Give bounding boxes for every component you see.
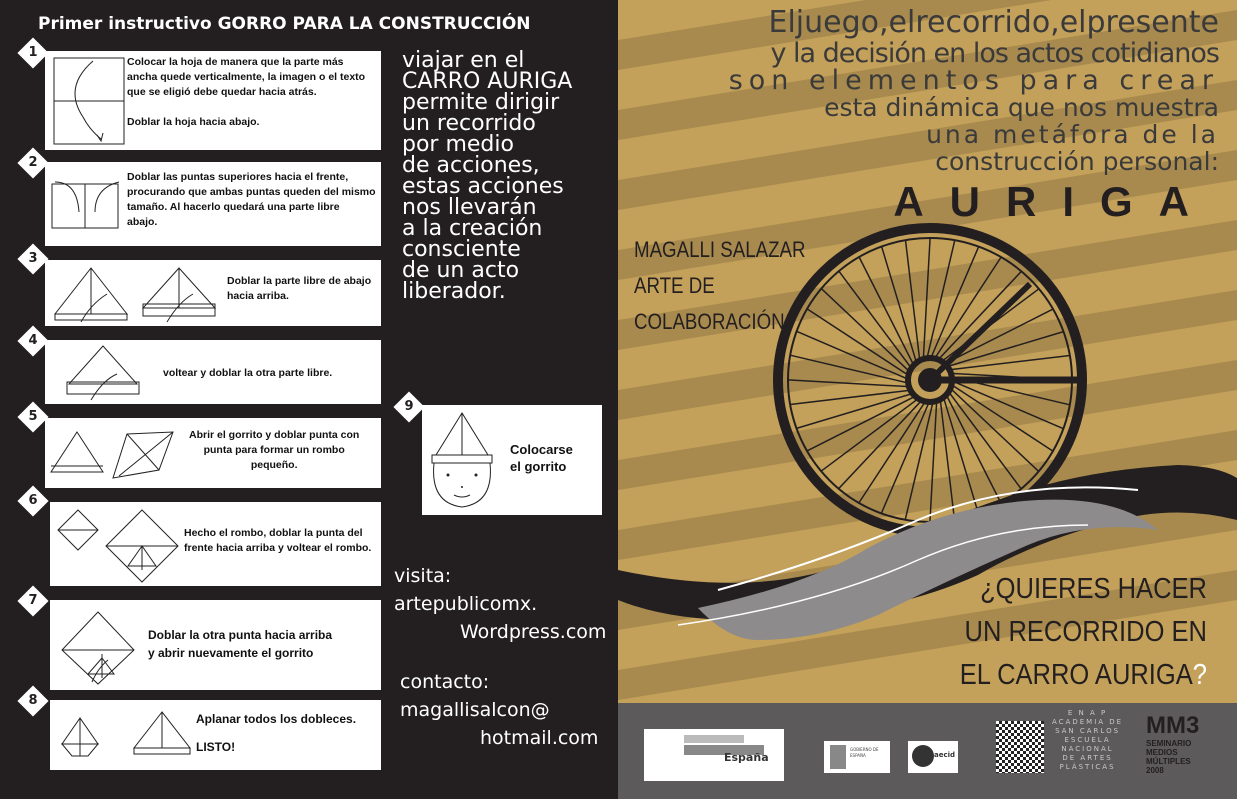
step-number-3: 3 [17,243,48,274]
aecid-logo: aecid [908,741,958,773]
step-card-9 [422,405,602,515]
qr-code-icon [996,721,1044,773]
fold-diagram-icon [58,608,138,686]
step-card-8 [50,700,381,770]
step-number-4: 4 [17,325,48,356]
website-link[interactable]: artepublicomx. [394,593,538,615]
step-card-1 [45,51,381,150]
step-number-6: 6 [17,485,48,516]
instructions-panel [0,0,618,799]
visit-info: visita: artepublicomx. Wordpress.com [394,562,606,646]
step-number-5: 5 [17,401,48,432]
step-text-2: Doblar las puntas superiores hacia el frente, procurando que ambas puntas queden del mismo tamaño. Al hacerlo quedará una parte libre abajo. [127,171,376,228]
fold-diagram-icon [58,708,208,764]
wheel-spoke [790,390,913,405]
fold-diagram-icon [51,264,223,324]
cover-panel [618,0,1237,703]
step-card-3 [45,260,381,326]
step-number-8: 8 [17,685,48,716]
step-text-8: Aplanar todos los dobleces. LISTO! [196,712,357,754]
email-link-cont[interactable]: hotmail.com [480,727,599,749]
step-card-2 [45,162,381,246]
step-card-4 [45,340,381,404]
step-text-1: Colocar la hoja de manera que la parte más ancha quede verticalmente, la imagen o el texto que se eligió debe quedar hacia atrás. Doblar la hoja hacia abajo. [127,56,366,128]
contact-info: contacto: magallisalcon@ hotmail.com [400,668,598,752]
author-credit: MAGALLI SALAZAR ARTE DE COLABORACIÓN [634,237,806,334]
fold-diagram-icon [53,57,125,145]
step-text-7: Doblar la otra punta hacia arriba y abrir nuevamente el gorrito [148,628,333,660]
sponsor-footer [618,703,1237,799]
enap-logo-text: E N A P ACADEMIA DE SAN CARLOS ESCUELA NACIONAL DE ARTES PLÁSTICAS [1052,709,1124,771]
mm3-logo: MM3 SEMINARIO MEDIOS MÚLTIPLES 2008 [1146,712,1200,775]
step-number-2: 2 [17,147,48,178]
headline-text: Eljuego,elrecorrido,elpresente y la decisión en los actos cotidianos son elementos para crear esta dinámica que nos muestra una metáfora de la construcción personal: [728,5,1219,176]
step-card-5 [45,418,381,488]
fold-diagram-icon [52,504,182,584]
email-link[interactable]: magallisalcon@ [400,699,550,721]
question-mark: ? [1192,659,1207,691]
step-text-9: Colocarse el gorrito [510,442,573,474]
question-text: ¿QUIERES HACER UN RECORRIDO EN EL CARRO AURIGA? [959,573,1207,691]
step-text-6: Hecho el rombo, doblar la punta del frente hacia arriba y voltear el rombo. [184,527,372,554]
fold-diagram-icon [63,342,143,402]
fold-diagram-icon [51,178,123,232]
step-text-4: voltear y doblar la otra parte libre. [163,367,333,379]
espana-logo: España [644,729,784,781]
step-number-9: 9 [393,391,424,422]
website-link-cont[interactable]: Wordpress.com [460,621,607,643]
step-text-5: Abrir el gorrito y doblar punta con punta para formar un rombo pequeño. [189,429,360,471]
step-card-6 [50,502,381,586]
face-with-hat-icon [426,411,500,511]
fold-diagram-icon [47,426,179,482]
step-card-7 [50,600,381,690]
instructions-title: Primer instructivo GORRO PARA LA CONSTRUCCIÓN [38,14,531,34]
step-text-3: Doblar la parte libre de abajo hacia arriba. [227,275,372,302]
auriga-title: AURIGA [893,178,1215,225]
step-number-1: 1 [17,37,48,68]
gobierno-logo: GOBIERNO DE ESPAÑA [824,741,890,773]
poem-text: viajar en el CARRO AURIGA permite dirigir un recorrido por medio de acciones, estas acciones nos llevarán a la creación consciente de un acto liberador. [402,48,573,304]
step-number-7: 7 [17,585,48,616]
